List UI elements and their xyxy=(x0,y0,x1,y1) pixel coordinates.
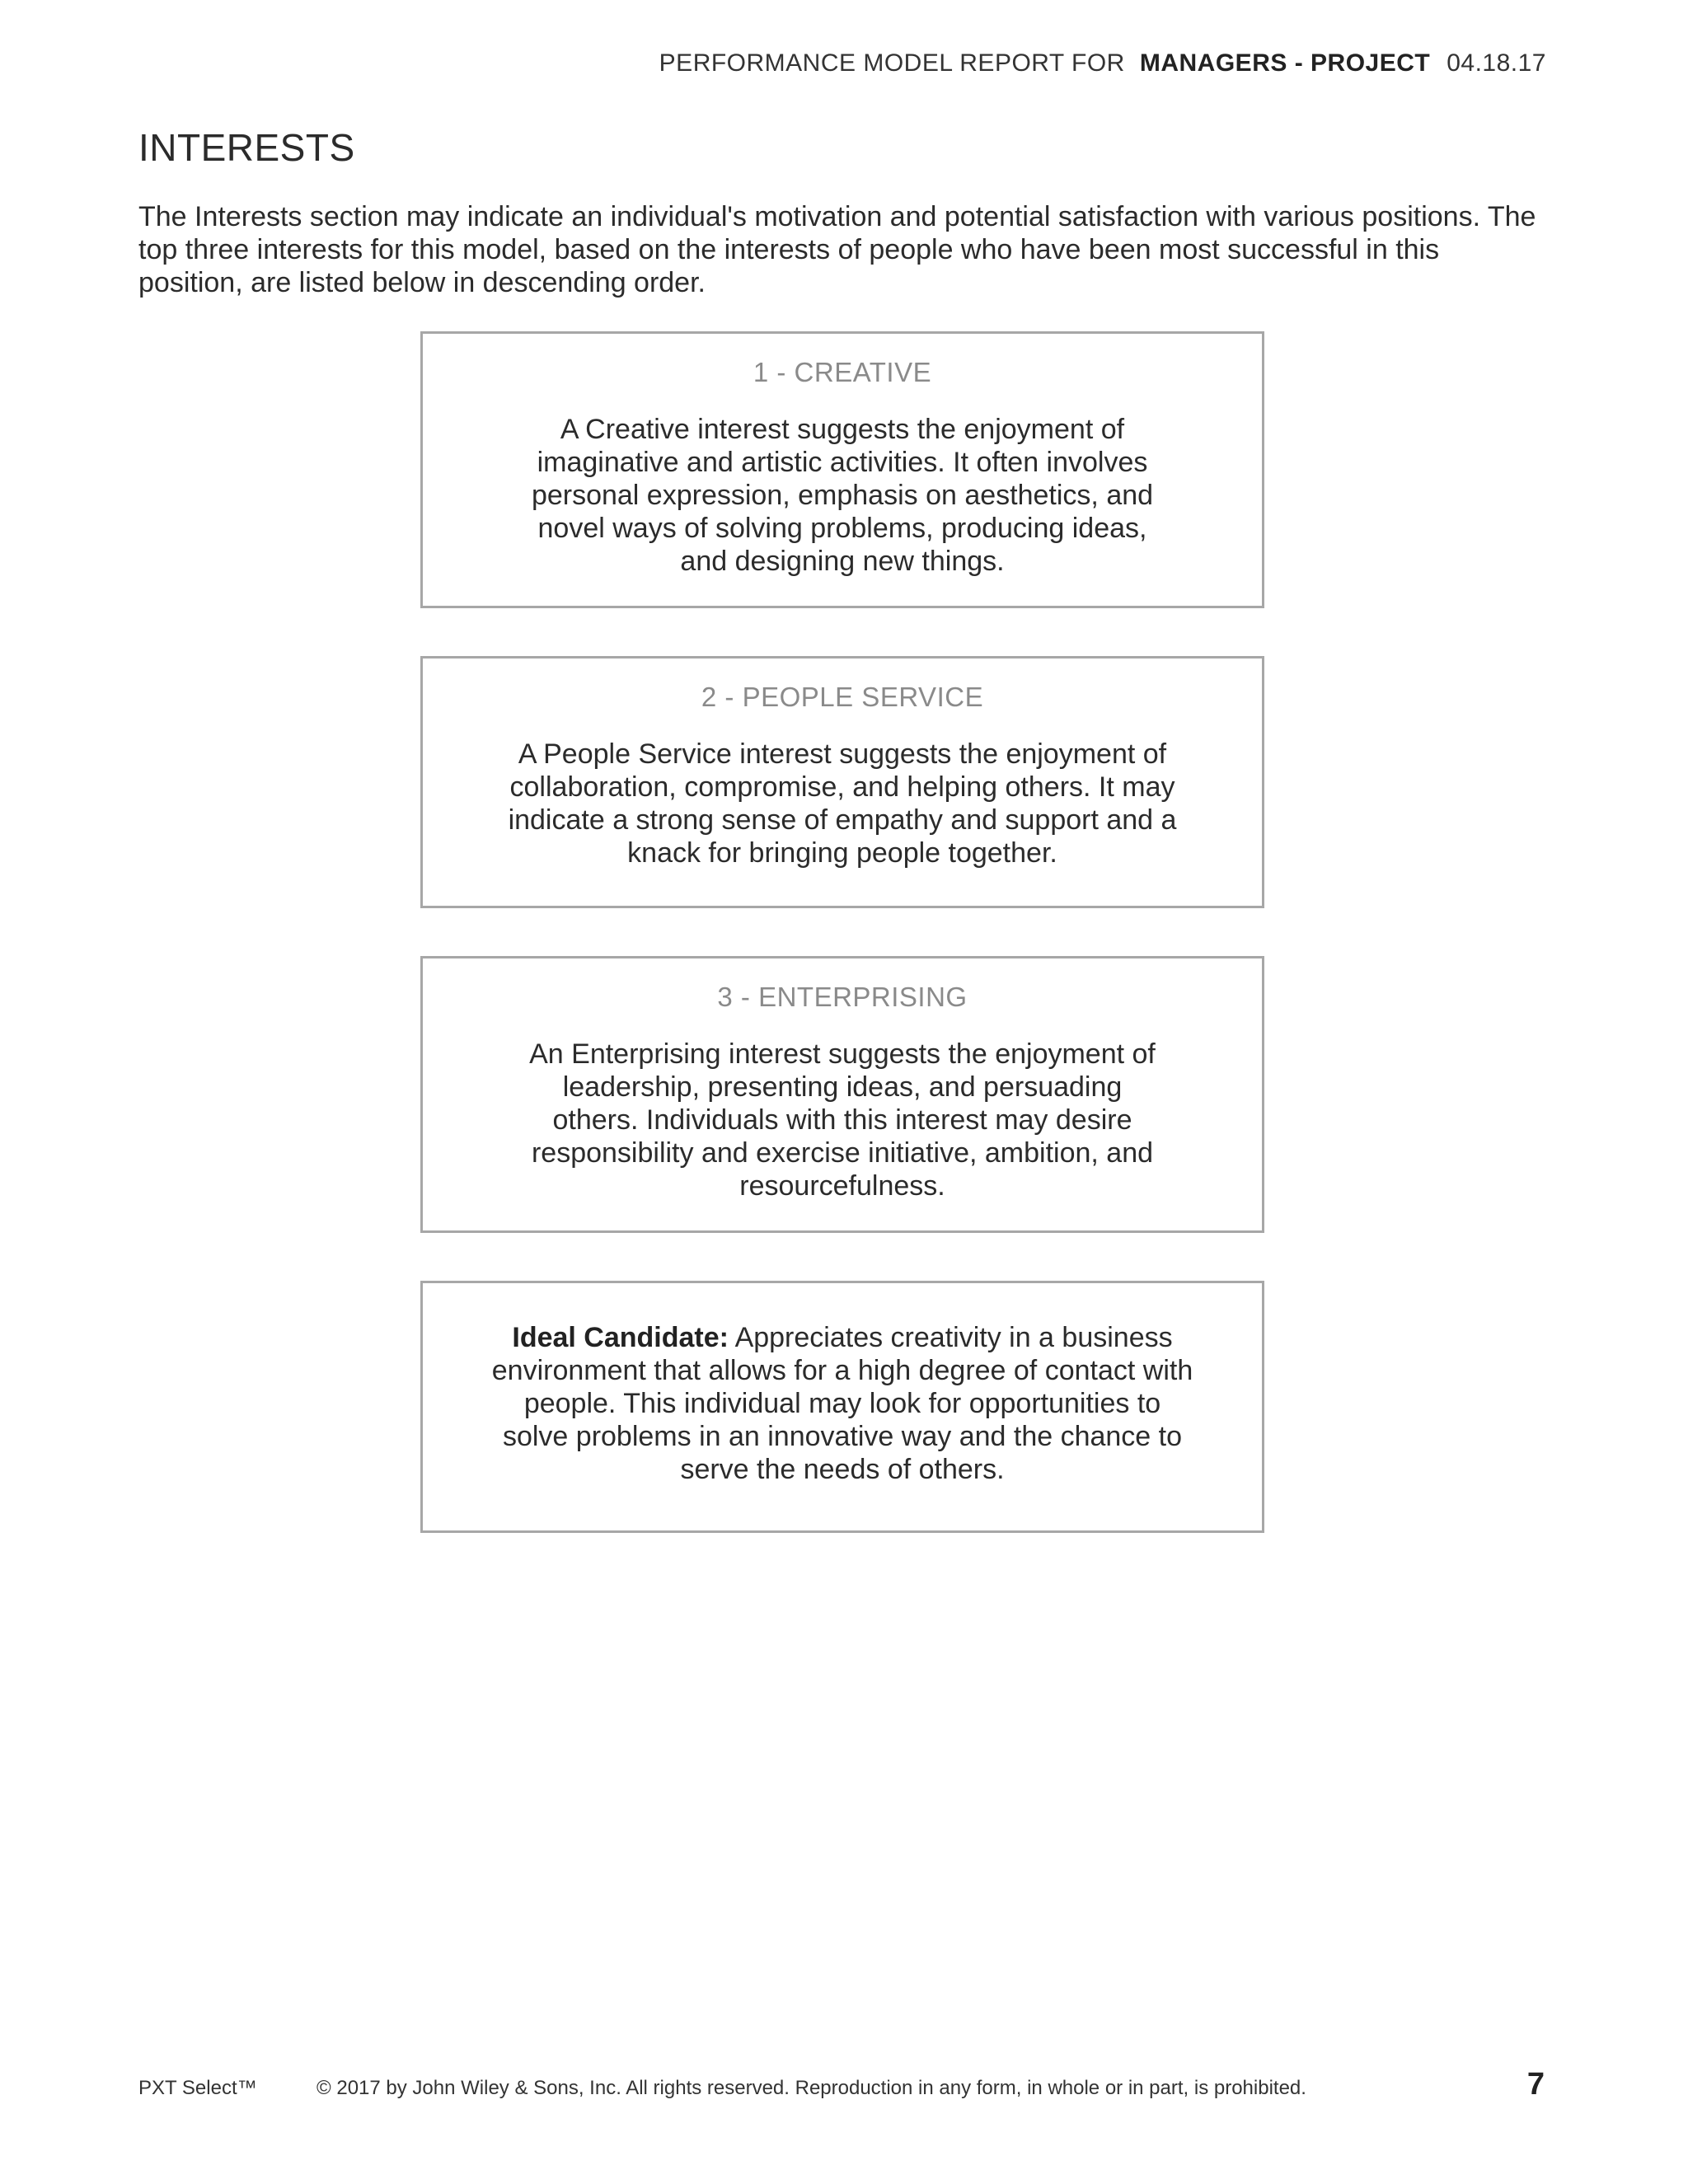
report-header-prefix: PERFORMANCE MODEL REPORT FOR xyxy=(659,49,1125,77)
page-footer xyxy=(138,2077,1306,2100)
interest-description: A People Service interest suggests the enjoyment of collaboration, compromise, and helping others. It may indicate a strong sense of empathy and support and a knack for bringing people together. xyxy=(508,738,1177,869)
report-header xyxy=(659,49,1546,77)
interest-card-people-service xyxy=(420,656,1264,908)
section-intro: The Interests section may indicate an individual's motivation and potential satisfaction with various positions. The top three interests for this model, based on the interests of people who have been most successful in this position, are listed below in descending order. xyxy=(138,201,1536,298)
ideal-candidate-description: Appreciates creativity in a business environment that allows for a high degree of contact with people. This individual may look for opportunities to solve problems in an innovative way and the chance to serve the needs of others. xyxy=(491,1322,1193,1485)
interest-heading: 1 - CREATIVE xyxy=(753,357,932,387)
interest-heading: 2 - PEOPLE SERVICE xyxy=(701,682,984,712)
footer-product-name: PXT Select™ xyxy=(138,2077,257,2099)
ideal-candidate-label: Ideal Candidate: xyxy=(512,1322,729,1353)
page-number: 7 xyxy=(1526,2067,1545,2102)
interest-card-enterprising xyxy=(420,956,1264,1233)
interest-heading: 3 - ENTERPRISING xyxy=(717,982,968,1012)
report-date: 04.18.17 xyxy=(1447,49,1546,77)
interest-description: A Creative interest suggests the enjoyment of imaginative and artistic activities. It often involves personal expression, emphasis on aesthetics, and novel ways of solving problems, producing ideas, and designing new things. xyxy=(531,414,1154,577)
footer-copyright: © 2017 by John Wiley & Sons, Inc. All rights reserved. Reproduction in any form, in whole or in part, is prohibited. xyxy=(316,2077,1306,2099)
ideal-candidate-text xyxy=(488,1321,1197,1486)
interest-description: An Enterprising interest suggests the enjoyment of leadership, presenting ideas, and persuading others. Individuals with this interest may desire responsibility and exercise initiative, ambition, and resourcefulness. xyxy=(529,1038,1156,1202)
interest-card-creative xyxy=(420,331,1264,608)
report-model-name: MANAGERS - PROJECT xyxy=(1139,49,1431,77)
page-title: INTERESTS xyxy=(138,126,355,169)
ideal-candidate-card xyxy=(420,1281,1264,1533)
